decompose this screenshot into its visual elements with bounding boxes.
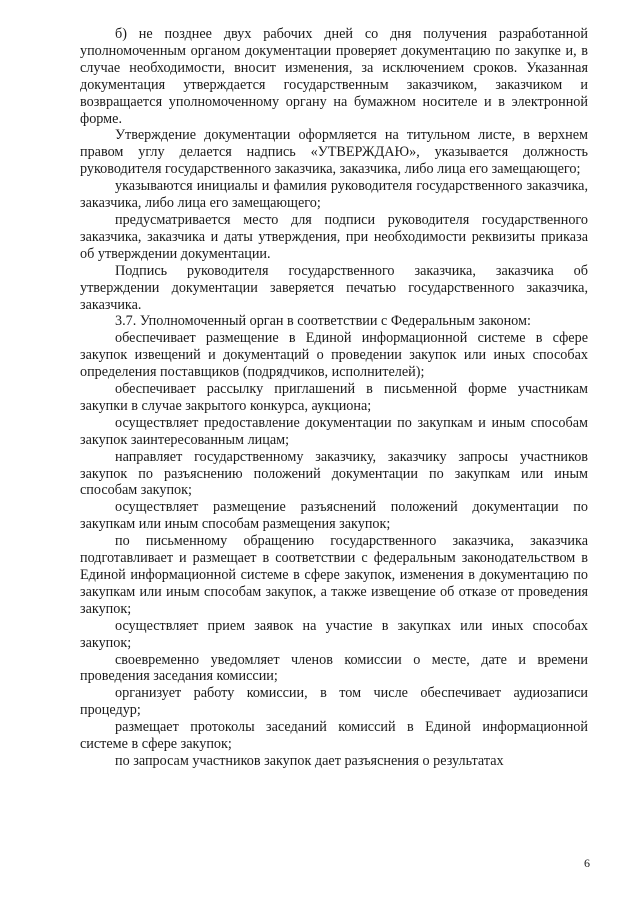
paragraph-duty-invitations: обеспечивает рассылку приглашений в письменной форме участникам закупки в случае закрытого конкурса, аукциона; [80, 381, 588, 414]
paragraph-duty-provide-docs: осуществляет предоставление документации по закупкам и иным способам закупок заинтересованным лицам; [80, 414, 588, 448]
paragraph-signature-place: предусматривается место для подписи руководителя государственного заказчика, заказчика и даты утверждения, при необходимости реквизиты приказа об утверждении документации. [80, 211, 588, 262]
paragraph-section-3-7: 3.7. Уполномоченный орган в соответствии с Федеральным законом: [115, 313, 531, 330]
paragraph-duty-publish-protocols: размещает протоколы заседаний комиссий в Единой информационной системе в сфере закупок; [80, 719, 588, 753]
paragraph-seal: Подпись руководителя государственного заказчика, заказчика об утверждении документации заверяется печатью государственного заказчика, заказчика. [80, 262, 588, 313]
paragraph-approval-title-page: Утверждение документации оформляется на титульном листе, в верхнем правом углу делается надпись «УТВЕРЖДАЮ», указывается должность руководителя государственного заказчика, заказчика, либо лица его замещающего; [80, 127, 588, 178]
paragraph-initials: указываются инициалы и фамилия руководителя государственного заказчика, заказчика, либо лица его замещающего; [80, 178, 588, 212]
paragraph-duty-organize-commission: организует работу комиссии, в том числе обеспечивает аудиозаписи процедур; [80, 685, 588, 719]
paragraph-duty-receive-bids: осуществляет прием заявок на участие в закупках или иных способах закупок; [80, 617, 588, 651]
paragraph-item-b-review: б) не позднее двух рабочих дней со дня получения разработанной уполномоченным органом документации проверяет документацию по закупке и, в случае необходимости, вносит изменения, за исключением сроков. Указанная документация утверждается государственным заказчиком, заказчиком и возвращается уполномоченному органу на бумажном носителе и в электронной форме. [80, 26, 588, 127]
paragraph-duty-clarify-results: по запросам участников закупок дает разъяснения о результатах [115, 752, 504, 769]
paragraph-duty-amendments: по письменному обращению государственного заказчика, заказчика подготавливает и размещает в соответствии с федеральным законодательством в Единой информационной системе в сфере закупок, изменения в документацию по закупкам или иным способам закупок, а также извещение об отказе от проведения закупок; [80, 533, 588, 617]
paragraph-duty-publish-clarifications: осуществляет размещение разъяснений положений документации по закупкам или иным способам размещения закупок; [80, 499, 588, 533]
paragraph-duty-publish-notices: обеспечивает размещение в Единой информационной системе в сфере закупок извещений и документаций о проведении закупок или иных способах определения поставщиков (подрядчиков, исполнителей); [80, 330, 588, 381]
paragraph-duty-forward-requests: направляет государственному заказчику, заказчику запросы участников закупок по разъяснению положений документации по закупкам или иным способам закупок; [80, 448, 588, 499]
document-body [80, 26, 588, 770]
page-number: 6 [584, 856, 590, 870]
paragraph-duty-notify-commission: своевременно уведомляет членов комиссии о месте, дате и времени проведения заседания комиссии; [80, 651, 588, 685]
